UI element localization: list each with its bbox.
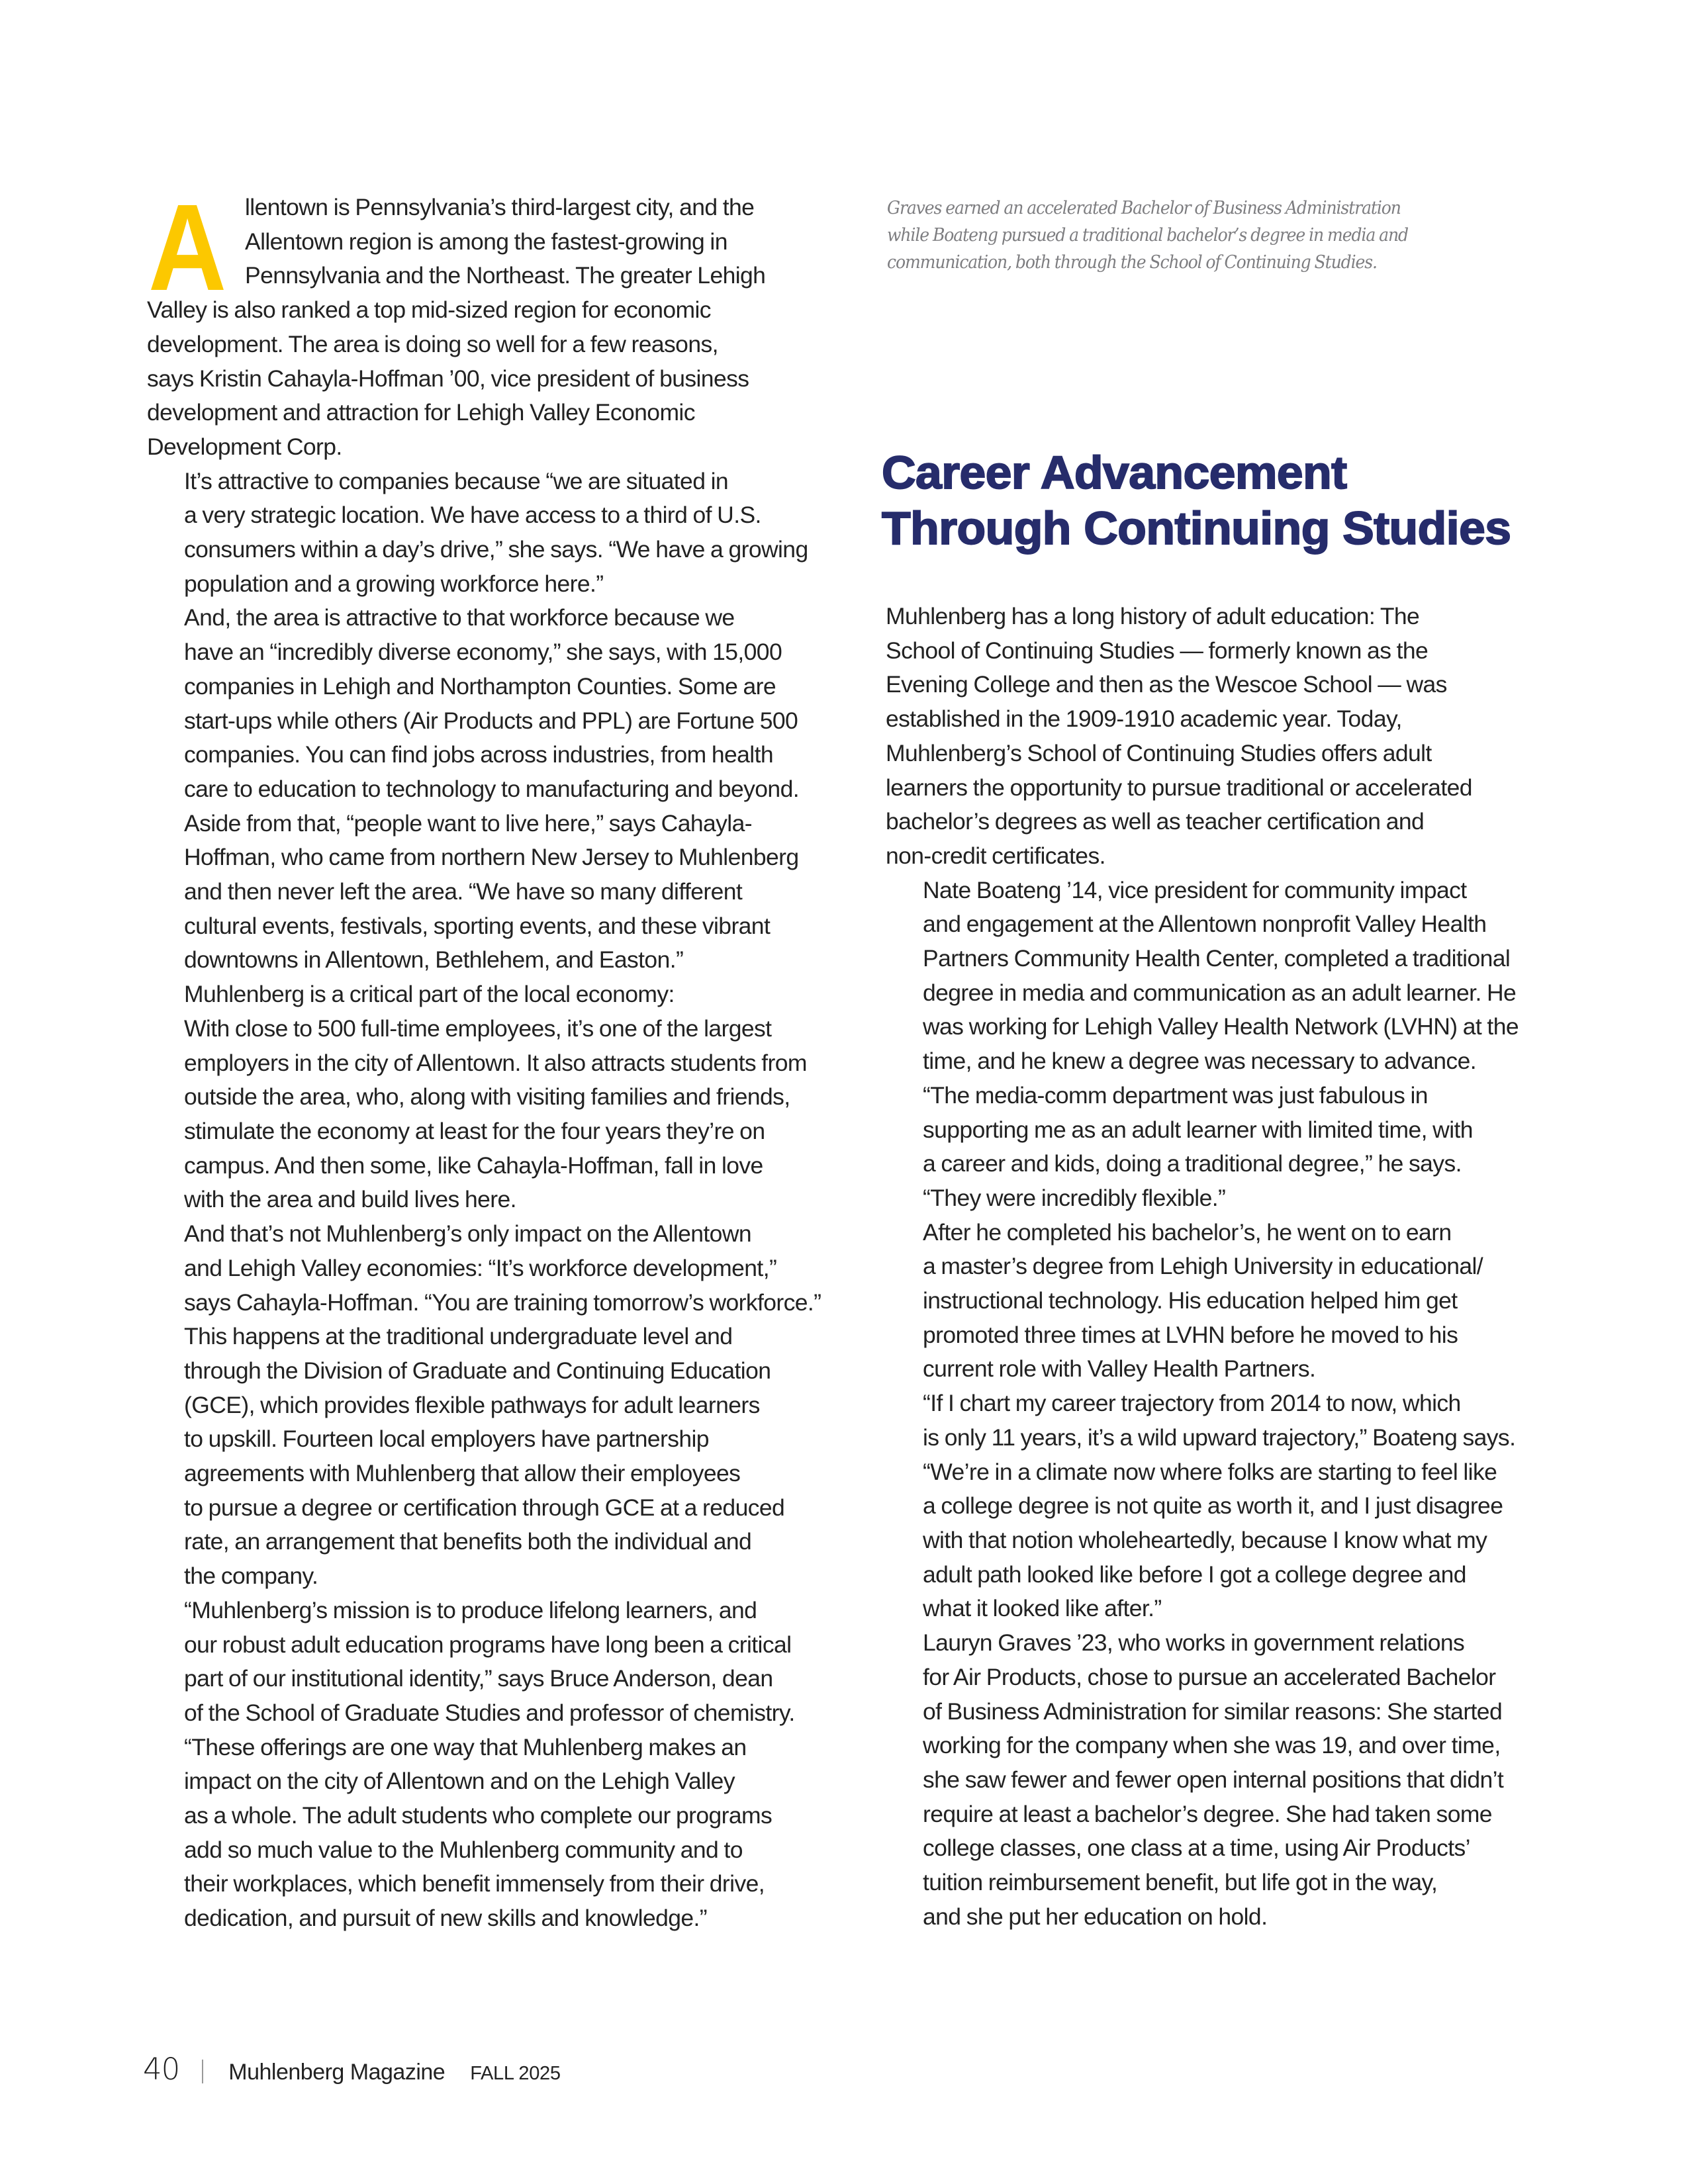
text-line: time, and he knew a degree was necessary to advance. [923,1048,1476,1075]
text-line: downtowns in Allentown, Bethlehem, and Easton.” [184,946,684,974]
text-line: is only 11 years, it’s a wild upward trajectory,” Boateng says. [923,1424,1516,1451]
text-line: bachelor’s degrees as well as teacher certification and [886,808,1425,835]
text-line: Development Corp. [147,433,342,460]
text-line: part of our institutional identity,” says Bruce Anderson, dean [184,1665,773,1692]
text-line: Evening College and then as the Wescoe School — was [886,671,1447,698]
text-line: working for the company when she was 19, and over time, [923,1732,1501,1759]
caption-line: Graves earned an accelerated Bachelor of Business Administration [887,198,1401,218]
text-line: their workplaces, which benefit immensely from their drive, [184,1870,765,1897]
text-line: development and attraction for Lehigh Valley Economic [147,399,695,426]
text-line: rate, an arrangement that benefits both the individual and [184,1528,752,1555]
text-line: through the Division of Graduate and Continuing Education [184,1357,771,1384]
text-line: was working for Lehigh Valley Health Network (LVHN) at the [923,1013,1519,1040]
text-line: dedication, and pursuit of new skills and knowledge.” [184,1905,708,1932]
text-line: “If I chart my career trajectory from 2014 to now, which [923,1390,1461,1417]
text-line: Hoffman, who came from northern New Jersey to Muhlenberg [184,844,799,871]
text-line: companies. You can find jobs across industries, from health [184,741,773,768]
section-heading [882,445,1610,556]
text-line: (GCE), which provides flexible pathways for adult learners [184,1391,760,1418]
text-line: Partners Community Health Center, completed a traditional [923,945,1511,972]
text-line: college classes, one class at a time, using Air Products’ [923,1835,1470,1862]
text-line: established in the 1909-1910 academic year. Today, [886,705,1402,733]
text-line: of the School of Graduate Studies and professor of chemistry. [184,1699,795,1726]
text-line: cultural events, festivals, sporting events, and these vibrant [184,912,771,939]
article-paragraph [147,465,849,602]
text-line: tuition reimbursement benefit, but life got in the way, [923,1869,1438,1896]
text-line: Aside from that, “people want to live here,” says Cahayla- [184,809,752,837]
text-line: “They were incredibly flexible.” [923,1184,1226,1211]
text-line: After he completed his bachelor’s, he went on to earn [923,1218,1452,1246]
photo-caption [887,195,1536,276]
article-paragraph [886,1079,1548,1216]
text-line: Muhlenberg’s School of Continuing Studies offers adult [886,739,1432,766]
text-line: our robust adult education programs have long been a critical [184,1631,792,1658]
text-line: require at least a bachelor’s degree. She had taken some [923,1800,1492,1827]
text-line: current role with Valley Health Partners. [923,1355,1316,1383]
article-paragraph [147,601,849,806]
text-line: Lauryn Graves ’23, who works in government relations [923,1629,1465,1657]
text-line: to upskill. Fourteen local employers have partnership [184,1426,709,1453]
text-line: a college degree is not quite as worth it, and I just disagree [923,1492,1503,1520]
text-line: she saw fewer and fewer open internal positions that didn’t [923,1766,1504,1793]
text-line: says Cahayla-Hoffman. “You are training tomorrow’s workforce.” [184,1289,821,1316]
text-line: Valley is also ranked a top mid-sized region for economic [147,296,711,324]
text-line: And, the area is attractive to that workforce because we [184,604,735,631]
text-line: llentown is Pennsylvania’s third-largest city, and the [245,194,755,220]
text-line: a very strategic location. We have access to a third of U.S. [184,502,761,529]
text-line: says Kristin Cahayla-Hoffman ’00, vice president of business [147,365,749,392]
article-paragraph [147,179,849,465]
article-paragraph [886,600,1548,874]
text-line: promoted three times at LVHN before he moved to his [923,1321,1458,1348]
text-line: and she put her education on hold. [923,1903,1268,1930]
caption-line: while Boateng pursued a traditional bachelor’s degree in media and [887,225,1408,246]
right-column [886,600,1548,1934]
text-line: Pennsylvania and the Northeast. The greater Lehigh [245,262,766,289]
text-line: “These offerings are one way that Muhlenberg makes an [184,1733,747,1760]
text-line: learners the opportunity to pursue traditional or accelerated [886,774,1472,801]
text-line: and engagement at the Allentown nonprofit Valley Health [923,911,1487,938]
text-line: a master’s degree from Lehigh University in educational/ [923,1253,1483,1280]
article-paragraph [147,1594,849,1936]
text-line: Muhlenberg is a critical part of the local economy: [184,981,675,1008]
text-line: School of Continuing Studies — formerly known as the [886,637,1429,664]
text-line: And that’s not Muhlenberg’s only impact on the Allentown [184,1220,751,1248]
article-paragraph [147,807,849,978]
text-line: development. The area is doing so well for a few reasons, [147,330,718,357]
text-line: With close to 500 full-time employees, it’s one of the largest [184,1015,772,1042]
text-line: start-ups while others (Air Products and PPL) are Fortune 500 [184,707,798,734]
section-heading-line: Through Continuing Studies [882,502,1511,554]
text-line: outside the area, who, along with visiting families and friends, [184,1083,790,1111]
page-footer [143,2052,561,2091]
text-line: as a whole. The adult students who complete our programs [184,1802,773,1829]
article-paragraph [147,978,849,1217]
text-line: “Muhlenberg’s mission is to produce lifelong learners, and [184,1596,757,1623]
text-line: impact on the city of Allentown and on the Lehigh Valley [184,1768,735,1795]
text-line: the company. [184,1563,318,1590]
text-line: Allentown region is among the fastest-growing in [245,228,727,255]
caption-line: communication, both through the School of Continuing Studies. [887,252,1377,273]
section-heading-line: Career Advancement [882,447,1347,498]
text-line: Muhlenberg has a long history of adult education: The [886,603,1420,629]
text-line: care to education to technology to manufacturing and beyond. [184,775,799,802]
footer-divider [202,2060,203,2083]
text-line: consumers within a day’s drive,” she says. “We have a growing [184,536,808,563]
publication-name: Muhlenberg Magazine [228,2060,445,2085]
text-line: of Business Administration for similar reasons: She started [923,1698,1503,1725]
article-paragraph [886,1626,1548,1934]
text-line: Nate Boateng ’14, vice president for community impact [923,876,1467,903]
text-line: with the area and build lives here. [184,1186,516,1213]
text-line: and Lehigh Valley economies: “It’s workforce development,” [184,1254,777,1281]
text-line: supporting me as an adult learner with limited time, with [923,1116,1473,1143]
text-line: add so much value to the Muhlenberg community and to [184,1836,743,1863]
left-column [147,179,849,1936]
text-line: what it looked like after.” [923,1595,1162,1622]
text-line: “The media-comm department was just fabulous in [923,1081,1428,1109]
text-line: This happens at the traditional undergraduate level and [184,1323,733,1350]
page-number: 40 [143,2052,180,2087]
text-line: a career and kids, doing a traditional degree,” he says. [923,1150,1462,1177]
text-line: campus. And then some, like Cahayla-Hoffman, fall in love [184,1152,763,1179]
text-line: to pursue a degree or certification through GCE at a reduced [184,1494,785,1521]
article-paragraph [147,1217,849,1594]
issue-label: FALL 2025 [470,2063,561,2084]
text-line: instructional technology. His education helped him get [923,1287,1458,1314]
text-line: and then never left the area. “We have so many different [184,878,743,905]
text-line: companies in Lehigh and Northampton Counties. Some are [184,672,776,700]
text-line: agreements with Muhlenberg that allow their employees [184,1460,741,1487]
text-line: employers in the city of Allentown. It also attracts students from [184,1049,807,1076]
text-line: “We’re in a climate now where folks are starting to feel like [923,1458,1497,1485]
text-line: degree in media and communication as an adult learner. He [923,979,1517,1006]
text-line: have an “incredibly diverse economy,” she says, with 15,000 [184,639,782,666]
article-paragraph [886,1216,1548,1387]
text-line: for Air Products, chose to pursue an accelerated Bachelor [923,1663,1496,1690]
text-line: with that notion wholeheartedly, because I know what my [923,1526,1487,1553]
drop-cap: A [148,179,224,316]
article-paragraph [886,1387,1548,1626]
text-line: non-credit certificates. [886,842,1105,869]
text-line: It’s attractive to companies because “we are situated in [184,467,729,494]
article-paragraph [886,874,1548,1079]
text-line: population and a growing workforce here.” [184,570,604,597]
text-line: stimulate the economy at least for the four years they’re on [184,1117,765,1144]
text-line: adult path looked like before I got a college degree and [923,1561,1466,1588]
